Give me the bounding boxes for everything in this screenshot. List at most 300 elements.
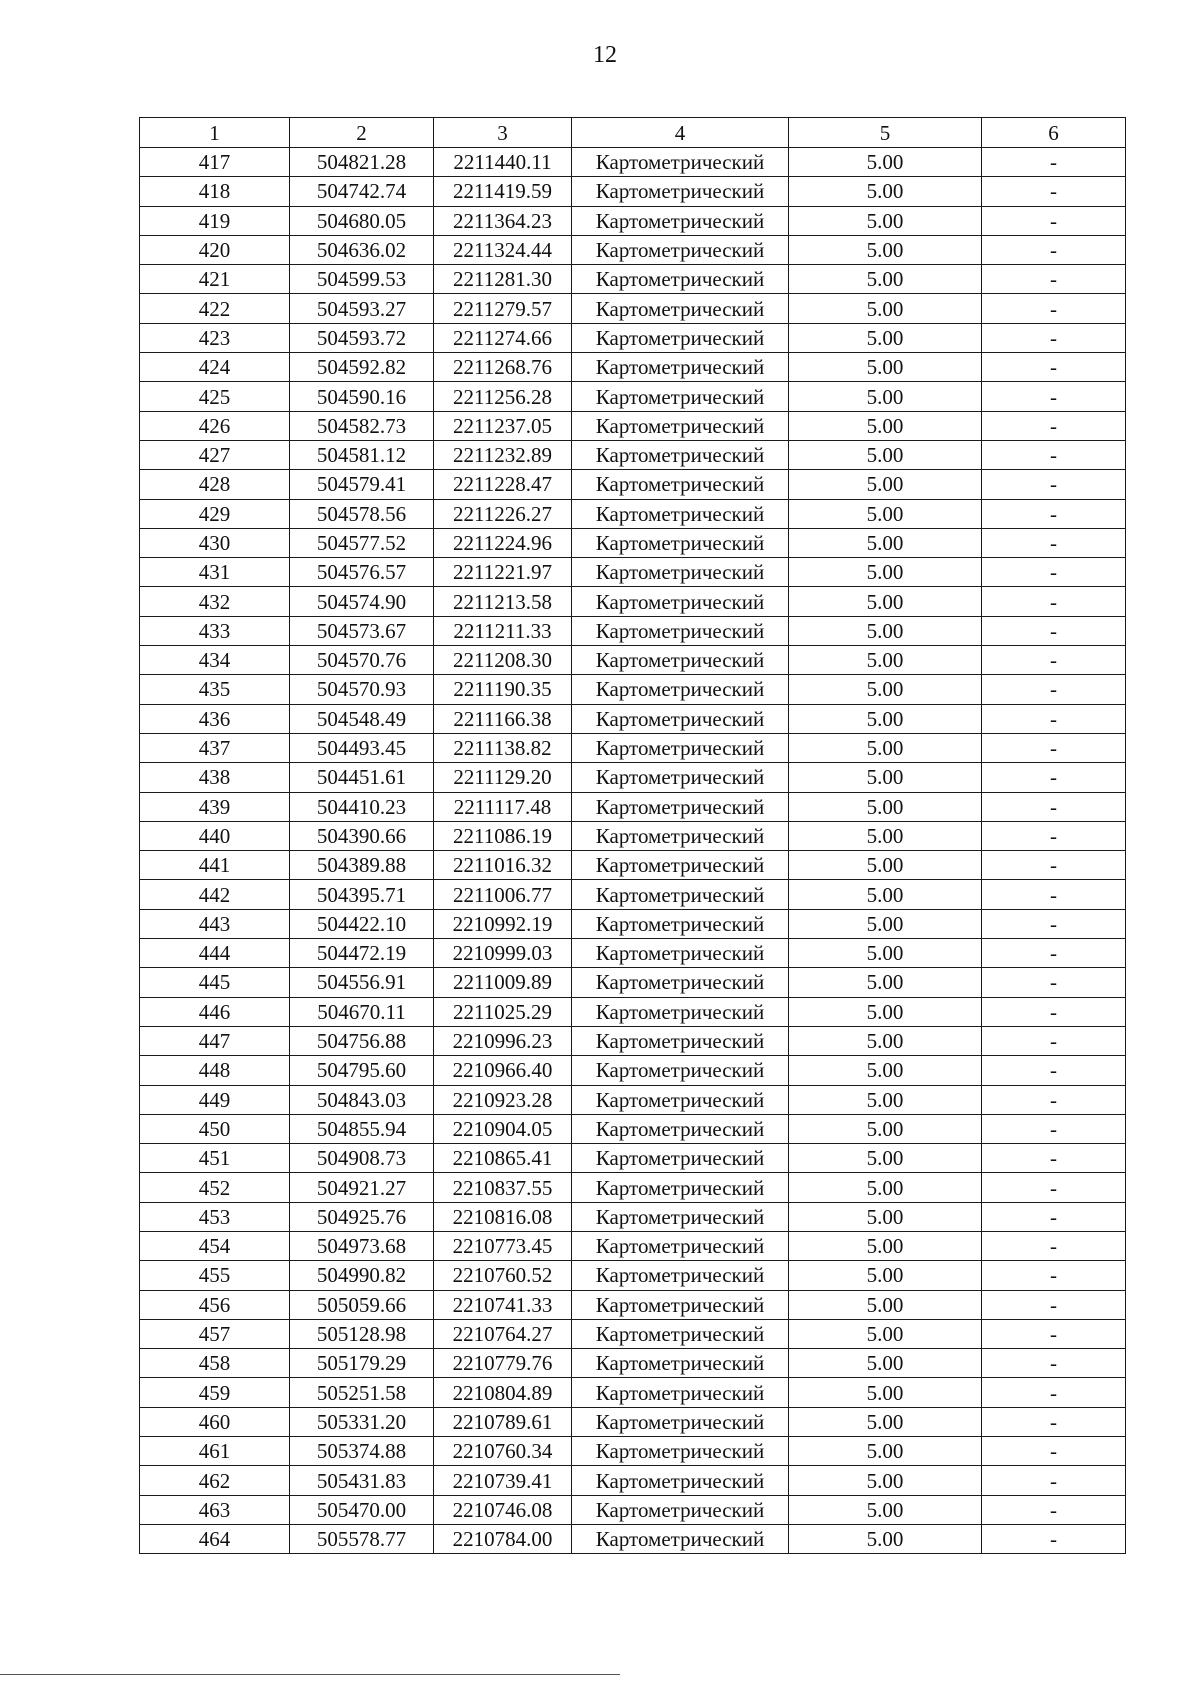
point-number-cell: 450: [140, 1114, 290, 1143]
point-number-cell: 457: [140, 1319, 290, 1348]
table-row: [140, 1466, 1126, 1495]
table-row: [140, 353, 1126, 382]
x-coordinate-cell: 504599.53: [290, 265, 434, 294]
point-number-cell: 417: [140, 148, 290, 177]
point-number-cell: 440: [140, 821, 290, 850]
y-coordinate-cell: 2211324.44: [434, 235, 572, 264]
bottom-rule: [0, 1674, 620, 1675]
accuracy-cell: 5.00: [789, 1114, 982, 1143]
x-coordinate-cell: 505431.83: [290, 1466, 434, 1495]
point-number-cell: 420: [140, 235, 290, 264]
method-cell: Картометрический: [572, 1114, 789, 1143]
table-row: [140, 1495, 1126, 1524]
note-cell: -: [982, 997, 1126, 1026]
note-cell: -: [982, 733, 1126, 762]
x-coordinate-cell: 504579.41: [290, 470, 434, 499]
table-row: [140, 265, 1126, 294]
table-row: [140, 939, 1126, 968]
y-coordinate-cell: 2211281.30: [434, 265, 572, 294]
point-number-cell: 464: [140, 1524, 290, 1553]
y-coordinate-cell: 2210739.41: [434, 1466, 572, 1495]
y-coordinate-cell: 2210996.23: [434, 1026, 572, 1055]
method-cell: Картометрический: [572, 499, 789, 528]
note-cell: -: [982, 1437, 1126, 1466]
y-coordinate-cell: 2210784.00: [434, 1524, 572, 1553]
point-number-cell: 454: [140, 1231, 290, 1260]
method-cell: Картометрический: [572, 792, 789, 821]
y-coordinate-cell: 2210837.55: [434, 1173, 572, 1202]
accuracy-cell: 5.00: [789, 528, 982, 557]
method-cell: Картометрический: [572, 1085, 789, 1114]
point-number-cell: 443: [140, 909, 290, 938]
method-cell: Картометрический: [572, 323, 789, 352]
table-row: [140, 206, 1126, 235]
accuracy-cell: 5.00: [789, 997, 982, 1026]
x-coordinate-cell: 504925.76: [290, 1202, 434, 1231]
table-body: [140, 148, 1126, 1554]
table-row: [140, 1378, 1126, 1407]
x-coordinate-cell: 504389.88: [290, 851, 434, 880]
method-cell: Картометрический: [572, 206, 789, 235]
note-cell: -: [982, 558, 1126, 587]
y-coordinate-cell: 2210999.03: [434, 939, 572, 968]
table-row: [140, 1173, 1126, 1202]
x-coordinate-cell: 504548.49: [290, 704, 434, 733]
note-cell: -: [982, 1407, 1126, 1436]
table-row: [140, 382, 1126, 411]
y-coordinate-cell: 2210789.61: [434, 1407, 572, 1436]
y-coordinate-cell: 2210779.76: [434, 1349, 572, 1378]
point-number-cell: 451: [140, 1144, 290, 1173]
note-cell: -: [982, 1261, 1126, 1290]
accuracy-cell: 5.00: [789, 1349, 982, 1378]
method-cell: Картометрический: [572, 763, 789, 792]
method-cell: Картометрический: [572, 851, 789, 880]
point-number-cell: 439: [140, 792, 290, 821]
point-number-cell: 424: [140, 353, 290, 382]
accuracy-cell: 5.00: [789, 440, 982, 469]
table-row: [140, 528, 1126, 557]
column-header-4: 4: [572, 118, 789, 148]
table-row: [140, 1524, 1126, 1553]
accuracy-cell: 5.00: [789, 587, 982, 616]
note-cell: -: [982, 1202, 1126, 1231]
y-coordinate-cell: 2211025.29: [434, 997, 572, 1026]
accuracy-cell: 5.00: [789, 1290, 982, 1319]
table-row: [140, 587, 1126, 616]
table-row: [140, 1407, 1126, 1436]
point-number-cell: 448: [140, 1056, 290, 1085]
table-row: [140, 323, 1126, 352]
accuracy-cell: 5.00: [789, 1202, 982, 1231]
accuracy-cell: 5.00: [789, 206, 982, 235]
y-coordinate-cell: 2211268.76: [434, 353, 572, 382]
table-row: [140, 1202, 1126, 1231]
accuracy-cell: 5.00: [789, 353, 982, 382]
table-row: [140, 1261, 1126, 1290]
x-coordinate-cell: 504990.82: [290, 1261, 434, 1290]
point-number-cell: 427: [140, 440, 290, 469]
x-coordinate-cell: 504593.72: [290, 323, 434, 352]
accuracy-cell: 5.00: [789, 1026, 982, 1055]
point-number-cell: 425: [140, 382, 290, 411]
method-cell: Картометрический: [572, 880, 789, 909]
method-cell: Картометрический: [572, 1056, 789, 1085]
column-header-1: 1: [140, 118, 290, 148]
y-coordinate-cell: 2211232.89: [434, 440, 572, 469]
point-number-cell: 441: [140, 851, 290, 880]
x-coordinate-cell: 504821.28: [290, 148, 434, 177]
accuracy-cell: 5.00: [789, 1437, 982, 1466]
accuracy-cell: 5.00: [789, 1524, 982, 1553]
point-number-cell: 460: [140, 1407, 290, 1436]
x-coordinate-cell: 504577.52: [290, 528, 434, 557]
note-cell: -: [982, 1466, 1126, 1495]
x-coordinate-cell: 504636.02: [290, 235, 434, 264]
method-cell: Картометрический: [572, 294, 789, 323]
table-row: [140, 704, 1126, 733]
y-coordinate-cell: 2210773.45: [434, 1231, 572, 1260]
table-row: [140, 558, 1126, 587]
method-cell: Картометрический: [572, 1524, 789, 1553]
method-cell: Картометрический: [572, 1290, 789, 1319]
x-coordinate-cell: 504843.03: [290, 1085, 434, 1114]
y-coordinate-cell: 2210816.08: [434, 1202, 572, 1231]
method-cell: Картометрический: [572, 235, 789, 264]
y-coordinate-cell: 2211166.38: [434, 704, 572, 733]
point-number-cell: 444: [140, 939, 290, 968]
point-number-cell: 431: [140, 558, 290, 587]
x-coordinate-cell: 504395.71: [290, 880, 434, 909]
note-cell: -: [982, 704, 1126, 733]
y-coordinate-cell: 2211440.11: [434, 148, 572, 177]
table-row: [140, 763, 1126, 792]
method-cell: Картометрический: [572, 1144, 789, 1173]
accuracy-cell: 5.00: [789, 792, 982, 821]
method-cell: Картометрический: [572, 939, 789, 968]
y-coordinate-cell: 2211213.58: [434, 587, 572, 616]
x-coordinate-cell: 504410.23: [290, 792, 434, 821]
accuracy-cell: 5.00: [789, 148, 982, 177]
note-cell: -: [982, 440, 1126, 469]
method-cell: Картометрический: [572, 1407, 789, 1436]
note-cell: -: [982, 499, 1126, 528]
point-number-cell: 419: [140, 206, 290, 235]
y-coordinate-cell: 2210764.27: [434, 1319, 572, 1348]
y-coordinate-cell: 2210746.08: [434, 1495, 572, 1524]
accuracy-cell: 5.00: [789, 1085, 982, 1114]
x-coordinate-cell: 505578.77: [290, 1524, 434, 1553]
accuracy-cell: 5.00: [789, 499, 982, 528]
point-number-cell: 461: [140, 1437, 290, 1466]
x-coordinate-cell: 504973.68: [290, 1231, 434, 1260]
point-number-cell: 429: [140, 499, 290, 528]
x-coordinate-cell: 504670.11: [290, 997, 434, 1026]
point-number-cell: 446: [140, 997, 290, 1026]
note-cell: -: [982, 470, 1126, 499]
method-cell: Картометрический: [572, 968, 789, 997]
accuracy-cell: 5.00: [789, 1056, 982, 1085]
accuracy-cell: 5.00: [789, 880, 982, 909]
y-coordinate-cell: 2211211.33: [434, 616, 572, 645]
table-row: [140, 440, 1126, 469]
table-row: [140, 997, 1126, 1026]
note-cell: -: [982, 909, 1126, 938]
note-cell: -: [982, 411, 1126, 440]
table-row: [140, 177, 1126, 206]
y-coordinate-cell: 2211279.57: [434, 294, 572, 323]
point-number-cell: 434: [140, 646, 290, 675]
x-coordinate-cell: 505374.88: [290, 1437, 434, 1466]
y-coordinate-cell: 2211006.77: [434, 880, 572, 909]
note-cell: -: [982, 528, 1126, 557]
page-number: 12: [593, 42, 617, 68]
method-cell: Картометрический: [572, 646, 789, 675]
note-cell: -: [982, 235, 1126, 264]
point-number-cell: 437: [140, 733, 290, 762]
method-cell: Картометрический: [572, 704, 789, 733]
point-number-cell: 433: [140, 616, 290, 645]
point-number-cell: 426: [140, 411, 290, 440]
x-coordinate-cell: 504422.10: [290, 909, 434, 938]
accuracy-cell: 5.00: [789, 323, 982, 352]
x-coordinate-cell: 504756.88: [290, 1026, 434, 1055]
table-row: [140, 646, 1126, 675]
x-coordinate-cell: 504574.90: [290, 587, 434, 616]
point-number-cell: 462: [140, 1466, 290, 1495]
accuracy-cell: 5.00: [789, 616, 982, 645]
point-number-cell: 421: [140, 265, 290, 294]
point-number-cell: 445: [140, 968, 290, 997]
note-cell: -: [982, 1495, 1126, 1524]
note-cell: -: [982, 939, 1126, 968]
method-cell: Картометрический: [572, 1437, 789, 1466]
table-row: [140, 1144, 1126, 1173]
y-coordinate-cell: 2211224.96: [434, 528, 572, 557]
x-coordinate-cell: 504582.73: [290, 411, 434, 440]
x-coordinate-cell: 504742.74: [290, 177, 434, 206]
note-cell: -: [982, 294, 1126, 323]
x-coordinate-cell: 504592.82: [290, 353, 434, 382]
table-row: [140, 880, 1126, 909]
accuracy-cell: 5.00: [789, 939, 982, 968]
x-coordinate-cell: 504390.66: [290, 821, 434, 850]
accuracy-cell: 5.00: [789, 382, 982, 411]
method-cell: Картометрический: [572, 616, 789, 645]
x-coordinate-cell: 505179.29: [290, 1349, 434, 1378]
x-coordinate-cell: 504570.76: [290, 646, 434, 675]
accuracy-cell: 5.00: [789, 733, 982, 762]
point-number-cell: 436: [140, 704, 290, 733]
accuracy-cell: 5.00: [789, 558, 982, 587]
table-row: [140, 909, 1126, 938]
note-cell: -: [982, 587, 1126, 616]
point-number-cell: 423: [140, 323, 290, 352]
x-coordinate-cell: 504855.94: [290, 1114, 434, 1143]
method-cell: Картометрический: [572, 909, 789, 938]
point-number-cell: 456: [140, 1290, 290, 1319]
note-cell: -: [982, 1085, 1126, 1114]
method-cell: Картометрический: [572, 470, 789, 499]
accuracy-cell: 5.00: [789, 1261, 982, 1290]
y-coordinate-cell: 2211086.19: [434, 821, 572, 850]
coordinates-table: [139, 117, 1126, 1554]
x-coordinate-cell: 504578.56: [290, 499, 434, 528]
accuracy-cell: 5.00: [789, 1378, 982, 1407]
note-cell: -: [982, 206, 1126, 235]
method-cell: Картометрический: [572, 1495, 789, 1524]
note-cell: -: [982, 1231, 1126, 1260]
x-coordinate-cell: 504590.16: [290, 382, 434, 411]
note-cell: -: [982, 792, 1126, 821]
note-cell: -: [982, 382, 1126, 411]
table-row: [140, 411, 1126, 440]
method-cell: Картометрический: [572, 353, 789, 382]
table-row: [140, 1349, 1126, 1378]
point-number-cell: 418: [140, 177, 290, 206]
table-row: [140, 675, 1126, 704]
table-row: [140, 148, 1126, 177]
point-number-cell: 438: [140, 763, 290, 792]
accuracy-cell: 5.00: [789, 294, 982, 323]
y-coordinate-cell: 2210741.33: [434, 1290, 572, 1319]
accuracy-cell: 5.00: [789, 704, 982, 733]
x-coordinate-cell: 505470.00: [290, 1495, 434, 1524]
method-cell: Картометрический: [572, 1231, 789, 1260]
method-cell: Картометрический: [572, 733, 789, 762]
note-cell: -: [982, 1173, 1126, 1202]
accuracy-cell: 5.00: [789, 1319, 982, 1348]
y-coordinate-cell: 2210966.40: [434, 1056, 572, 1085]
y-coordinate-cell: 2211228.47: [434, 470, 572, 499]
accuracy-cell: 5.00: [789, 1144, 982, 1173]
table-row: [140, 821, 1126, 850]
x-coordinate-cell: 504921.27: [290, 1173, 434, 1202]
y-coordinate-cell: 2211190.35: [434, 675, 572, 704]
accuracy-cell: 5.00: [789, 909, 982, 938]
y-coordinate-cell: 2211419.59: [434, 177, 572, 206]
column-header-3: 3: [434, 118, 572, 148]
x-coordinate-cell: 504795.60: [290, 1056, 434, 1085]
y-coordinate-cell: 2211129.20: [434, 763, 572, 792]
note-cell: -: [982, 1026, 1126, 1055]
accuracy-cell: 5.00: [789, 851, 982, 880]
x-coordinate-cell: 504570.93: [290, 675, 434, 704]
point-number-cell: 449: [140, 1085, 290, 1114]
note-cell: -: [982, 1524, 1126, 1553]
point-number-cell: 452: [140, 1173, 290, 1202]
x-coordinate-cell: 504451.61: [290, 763, 434, 792]
method-cell: Картометрический: [572, 997, 789, 1026]
note-cell: -: [982, 851, 1126, 880]
y-coordinate-cell: 2211237.05: [434, 411, 572, 440]
point-number-cell: 430: [140, 528, 290, 557]
table-row: [140, 499, 1126, 528]
point-number-cell: 458: [140, 1349, 290, 1378]
note-cell: -: [982, 968, 1126, 997]
table-row: [140, 470, 1126, 499]
x-coordinate-cell: 505059.66: [290, 1290, 434, 1319]
method-cell: Картометрический: [572, 1261, 789, 1290]
y-coordinate-cell: 2211226.27: [434, 499, 572, 528]
point-number-cell: 463: [140, 1495, 290, 1524]
x-coordinate-cell: 505331.20: [290, 1407, 434, 1436]
accuracy-cell: 5.00: [789, 411, 982, 440]
accuracy-cell: 5.00: [789, 646, 982, 675]
table-row: [140, 1231, 1126, 1260]
y-coordinate-cell: 2211016.32: [434, 851, 572, 880]
method-cell: Картометрический: [572, 1026, 789, 1055]
point-number-cell: 453: [140, 1202, 290, 1231]
note-cell: -: [982, 1290, 1126, 1319]
accuracy-cell: 5.00: [789, 1407, 982, 1436]
x-coordinate-cell: 504593.27: [290, 294, 434, 323]
table-row: [140, 1056, 1126, 1085]
note-cell: -: [982, 646, 1126, 675]
y-coordinate-cell: 2211117.48: [434, 792, 572, 821]
y-coordinate-cell: 2210804.89: [434, 1378, 572, 1407]
method-cell: Картометрический: [572, 440, 789, 469]
method-cell: Картометрический: [572, 148, 789, 177]
method-cell: Картометрический: [572, 1349, 789, 1378]
table-row: [140, 968, 1126, 997]
point-number-cell: 447: [140, 1026, 290, 1055]
y-coordinate-cell: 2210992.19: [434, 909, 572, 938]
point-number-cell: 428: [140, 470, 290, 499]
table-row: [140, 235, 1126, 264]
y-coordinate-cell: 2211256.28: [434, 382, 572, 411]
point-number-cell: 459: [140, 1378, 290, 1407]
note-cell: -: [982, 323, 1126, 352]
y-coordinate-cell: 2210865.41: [434, 1144, 572, 1173]
method-cell: Картометрический: [572, 1378, 789, 1407]
y-coordinate-cell: 2210904.05: [434, 1114, 572, 1143]
column-header-5: 5: [789, 118, 982, 148]
y-coordinate-cell: 2211274.66: [434, 323, 572, 352]
point-number-cell: 435: [140, 675, 290, 704]
method-cell: Картометрический: [572, 265, 789, 294]
note-cell: -: [982, 1056, 1126, 1085]
note-cell: -: [982, 616, 1126, 645]
accuracy-cell: 5.00: [789, 235, 982, 264]
x-coordinate-cell: 504680.05: [290, 206, 434, 235]
column-header-2: 2: [290, 118, 434, 148]
table-row: [140, 1319, 1126, 1348]
y-coordinate-cell: 2211138.82: [434, 733, 572, 762]
x-coordinate-cell: 504556.91: [290, 968, 434, 997]
point-number-cell: 432: [140, 587, 290, 616]
accuracy-cell: 5.00: [789, 1466, 982, 1495]
method-cell: Картометрический: [572, 821, 789, 850]
method-cell: Картометрический: [572, 1319, 789, 1348]
x-coordinate-cell: 505251.58: [290, 1378, 434, 1407]
note-cell: -: [982, 148, 1126, 177]
table-row: [140, 616, 1126, 645]
method-cell: Картометрический: [572, 587, 789, 616]
method-cell: Картометрический: [572, 1466, 789, 1495]
method-cell: Картометрический: [572, 558, 789, 587]
note-cell: -: [982, 1319, 1126, 1348]
table-header-row: [140, 118, 1126, 148]
x-coordinate-cell: 504576.57: [290, 558, 434, 587]
accuracy-cell: 5.00: [789, 470, 982, 499]
point-number-cell: 442: [140, 880, 290, 909]
note-cell: -: [982, 1378, 1126, 1407]
accuracy-cell: 5.00: [789, 968, 982, 997]
y-coordinate-cell: 2211221.97: [434, 558, 572, 587]
note-cell: -: [982, 675, 1126, 704]
note-cell: -: [982, 1349, 1126, 1378]
